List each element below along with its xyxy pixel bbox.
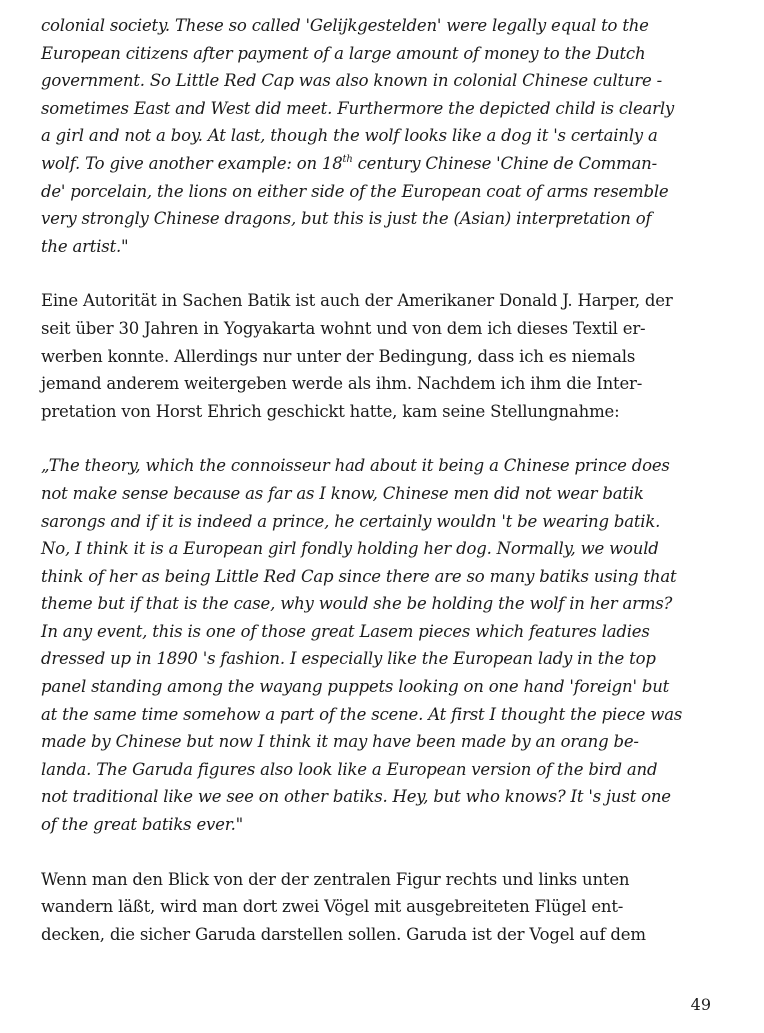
text-segment: wolf. To give another example: on 18 (41, 153, 343, 173)
text-line: wandern läßt, wird man dort zwei Vögel mit ausgebreiteten Flügel ent- (41, 897, 624, 917)
text-line: not make sense because as far as I know, Chinese men did not wear batik (41, 483, 644, 503)
text-line (41, 150, 731, 178)
text-line: a girl and not a boy. At last, though the wolf looks like a dog it 's certainly a (41, 126, 658, 146)
page-number: 49 (690, 995, 711, 1014)
text-line: think of her as being Little Red Cap since there are so many batiks using that (41, 566, 677, 586)
text-line: landa. The Garuda figures also look like a European version of the bird and (41, 759, 658, 779)
text-line: sarongs and if it is indeed a prince, he certainly wouldn 't be wearing batik. (41, 511, 661, 531)
text-line: seit über 30 Jahren in Yogyakarta wohnt und von dem ich dieses Textil er- (41, 318, 646, 338)
text-line: dressed up in 1890 's fashion. I especially like the European lady in the top (41, 649, 656, 669)
text-line: at the same time somehow a part of the scene. At first I thought the piece was (41, 704, 683, 724)
paragraph-german-2 (41, 866, 731, 949)
text-segment: century Chinese 'Chine de Comman- (352, 153, 657, 173)
text-line: de' porcelain, the lions on either side of the European coat of arms resemble (41, 181, 669, 201)
text-line: very strongly Chinese dragons, but this is just the (Asian) interpretation of (41, 209, 652, 229)
quote-english-2 (41, 452, 731, 838)
text-line: European citizens after payment of a large amount of money to the Dutch (41, 43, 646, 63)
text-line: government. So Little Red Cap was also known in colonial Chinese culture - (41, 71, 663, 91)
text-line: panel standing among the wayang puppets looking on one hand 'foreign' but (41, 677, 670, 697)
paragraph-german-1 (41, 287, 731, 425)
text-line: of the great batiks ever." (41, 815, 244, 835)
quote-english-1 (41, 12, 731, 260)
text-line: pretation von Horst Ehrich geschickt hatte, kam seine Stellungnahme: (41, 401, 620, 421)
text-line: decken, die sicher Garuda darstellen sollen. Garuda ist der Vogel auf dem (41, 924, 646, 944)
text-line: colonial society. These so called 'Gelijkgestelden' were legally equal to the (41, 16, 649, 35)
text-line: not traditional like we see on other batiks. Hey, but who knows? It 's just one (41, 787, 671, 807)
text-line: jemand anderem weitergeben werde als ihm. Nachdem ich ihm die Inter- (41, 374, 643, 394)
ordinal-suffix: th (342, 153, 353, 165)
text-line: No, I think it is a European girl fondly holding her dog. Normally, we would (41, 539, 659, 559)
text-line: sometimes East and West did meet. Furthermore the depicted child is clearly (41, 98, 675, 118)
text-line: theme but if that is the case, why would she be holding the wolf in her arms? (41, 594, 673, 614)
text-line: In any event, this is one of those great Lasem pieces which features ladies (41, 621, 650, 641)
text-line: made by Chinese but now I think it may have been made by an orang be- (41, 732, 639, 752)
text-line: Wenn man den Blick von der der zentralen Figur rechts und links unten (41, 869, 630, 889)
text-line: „The theory, which the connoisseur had about it being a Chinese prince does (41, 456, 670, 476)
text-line: the artist." (41, 236, 129, 256)
page-body (41, 12, 731, 975)
text-line: Eine Autorität in Sachen Batik ist auch der Amerikaner Donald J. Harper, der (41, 291, 673, 311)
text-line: werben konnte. Allerdings nur unter der Bedingung, dass ich es niemals (41, 346, 636, 366)
